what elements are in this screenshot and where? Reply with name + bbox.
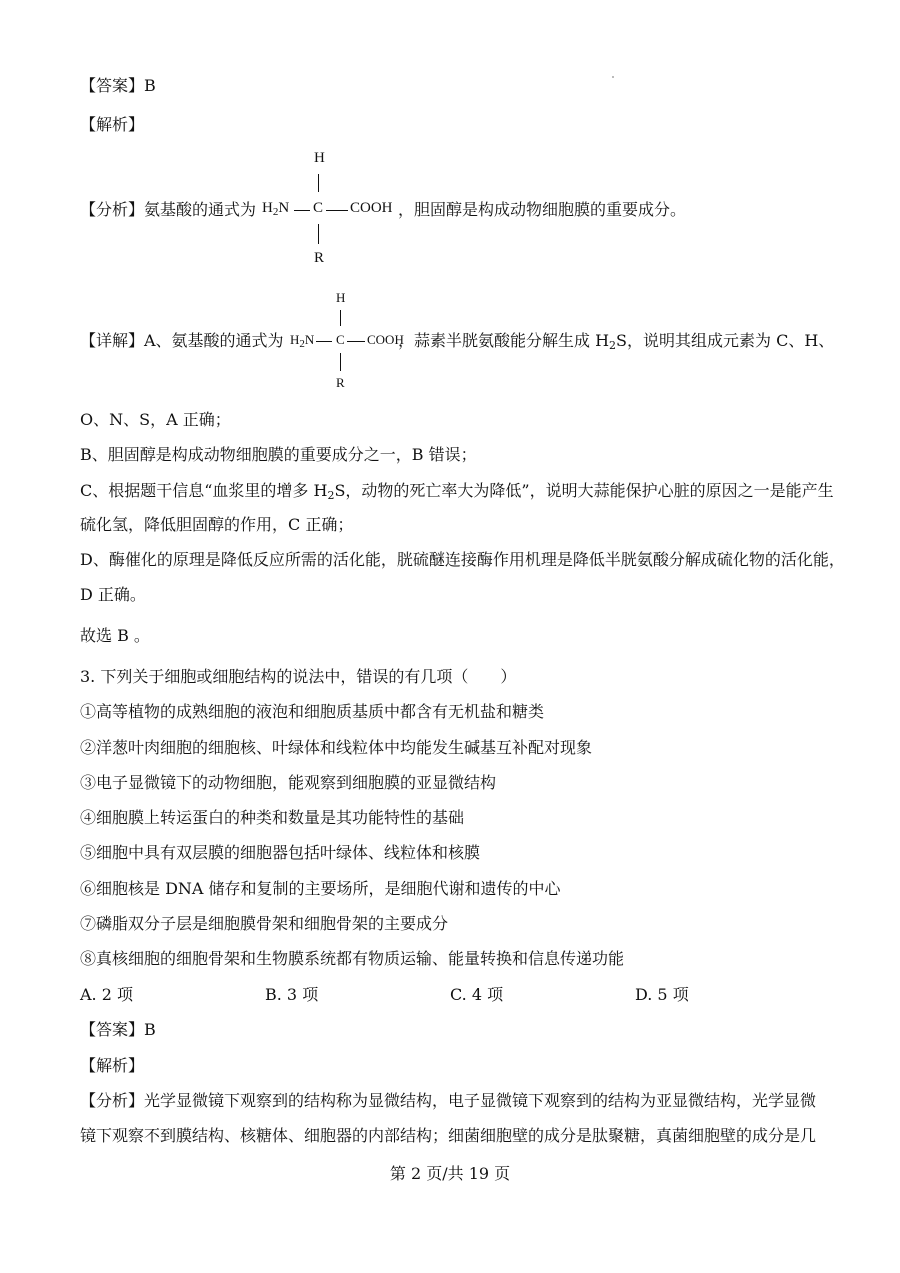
formula-r: R	[314, 250, 325, 266]
explain-line-b: B、胆固醇是构成动物细胞膜的重要成分之一，B 错误；	[80, 445, 477, 464]
explain-line-a-cont: O、N、S，A 正确；	[80, 410, 231, 429]
formula2-c: C	[336, 332, 345, 347]
formula-cooh: COOH	[350, 200, 393, 216]
xiangjie-suffix: ，蒜素半胱氨酸能分解生成 $H_2S$，说明其组成元素为 C、H、	[398, 331, 835, 352]
formula-c: C	[313, 200, 324, 216]
analysis-label-1: 【解析】	[80, 115, 145, 134]
question-item-5: ⑤细胞中具有双层膜的细胞器包括叶绿体、线粒体和核膜	[80, 843, 481, 862]
analysis-label-2: 【解析】	[80, 1056, 145, 1075]
fenxi2-line-1: 【分析】光学显微镜下观察到的结构称为显微结构，电子显微镜下观察到的结构为亚显微结构，光学显微	[80, 1091, 817, 1110]
option-d: D. 5 项	[635, 985, 689, 1004]
option-a: A. 2 项	[80, 985, 133, 1004]
question-item-3: ③电子显微镜下的动物细胞，能观察到细胞膜的亚显微结构	[80, 773, 497, 792]
fenxi1-prefix: 【分析】氨基酸的通式为	[80, 200, 257, 219]
fenxi1-suffix: ，胆固醇是构成动物细胞膜的重要成分。	[398, 200, 687, 219]
option-b: B. 3 项	[265, 985, 319, 1004]
page-footer: 第 2 页/共 19 页	[389, 1164, 511, 1183]
answer-label-1: 【答案】B	[80, 76, 156, 95]
formula2-cooh: COOH	[367, 332, 404, 347]
xiangjie-prefix: 【详解】A、氨基酸的通式为	[80, 331, 284, 350]
fenxi2-line-2: 镜下观察不到膜结构、核糖体、细胞器的内部结构；细菌细胞壁的成分是肽聚糖，真菌细胞壁的成分是几	[80, 1126, 817, 1145]
formula-h: H	[314, 150, 325, 166]
formula2-h: H	[336, 290, 346, 305]
option-c: C. 4 项	[450, 985, 504, 1004]
formula2-r: R	[336, 375, 345, 390]
explain-line-d: D、酶催化的原理是降低反应所需的活化能，胱硫醚连接酶作用机理是降低半胱氨酸分解成硫化物的活化能，	[80, 550, 845, 569]
question-item-7: ⑦磷脂双分子层是细胞膜骨架和细胞骨架的主要成分	[80, 914, 449, 933]
question-3: 3. 下列关于细胞或细胞结构的说法中，错误的有几项（ ）	[80, 667, 517, 686]
scan-speck	[612, 76, 614, 78]
amino-acid-formula-1	[262, 150, 392, 270]
question-item-8: ⑧真核细胞的细胞骨架和生物膜系统都有物质运输、能量转换和信息传递功能	[80, 949, 625, 968]
formula2-h2n: $H_2N$	[290, 332, 315, 350]
question-item-6: ⑥细胞核是 DNA 储存和复制的主要场所，是细胞代谢和遗传的中心	[80, 879, 561, 898]
formula-h2n: $H_2N$	[262, 200, 290, 218]
explain-line-c: C、根据题干信息“血浆里的增多 $H_2S$，动物的死亡率大为降低”，说明大蒜能保护心脏的原因之一是能产生	[80, 481, 834, 502]
question-item-4: ④细胞膜上转运蛋白的种类和数量是其功能特性的基础	[80, 808, 465, 827]
answer-label-2: 【答案】B	[80, 1020, 156, 1039]
explain-line-c-cont: 硫化氢，降低胆固醇的作用，C 正确；	[80, 515, 354, 534]
question-item-2: ②洋葱叶肉细胞的细胞核、叶绿体和线粒体中均能发生碱基互补配对现象	[80, 738, 593, 757]
amino-acid-formula-2	[290, 290, 404, 390]
question-item-1: ①高等植物的成熟细胞的液泡和细胞质基质中都含有无机盐和糖类	[80, 702, 545, 721]
explain-line-d-cont: D 正确。	[80, 585, 146, 604]
choose-line: 故选 B 。	[80, 626, 150, 645]
